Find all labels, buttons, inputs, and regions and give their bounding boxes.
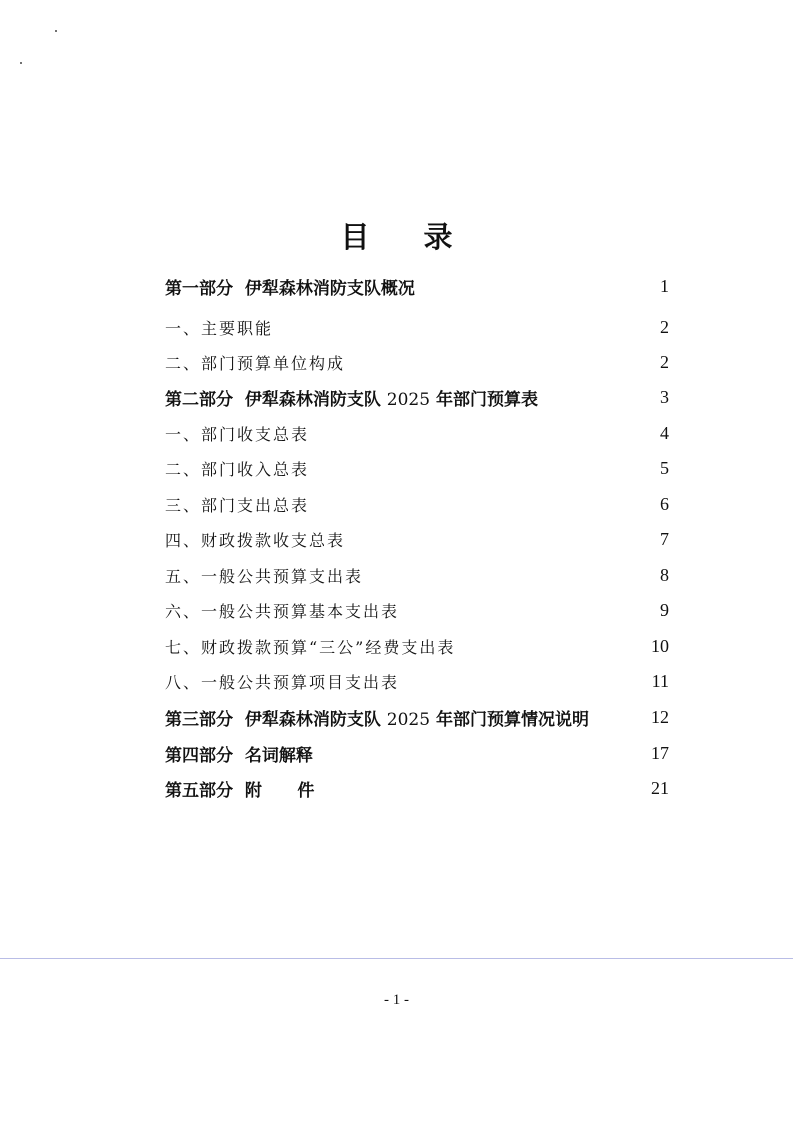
toc-entry-text: 五、一般公共预算支出表 [165, 566, 364, 586]
toc-entry[interactable] [165, 775, 669, 801]
toc-entry-page: 21 [651, 777, 669, 798]
toc-entry-text: 一、部门收支总表 [165, 424, 310, 444]
toc-entry[interactable] [165, 704, 669, 730]
toc-entry-page: 17 [651, 742, 669, 763]
toc-entry-text: 八、一般公共预算项目支出表 [165, 672, 400, 692]
toc-entry-page: 7 [660, 528, 669, 549]
toc-entry[interactable] [165, 562, 669, 588]
toc-entry-text: 第五部分 附 件 [165, 780, 315, 801]
page-number: - 1 - [384, 992, 409, 1008]
toc-entry-page: 6 [660, 493, 669, 514]
toc-entry-page: 11 [651, 670, 669, 691]
toc-entry-text: 一、主要职能 [165, 318, 274, 338]
toc-entry[interactable] [165, 491, 669, 517]
toc-entry-text: 第四部分 名词解释 [165, 745, 313, 766]
toc-entry-text: 六、一般公共预算基本支出表 [165, 601, 400, 621]
year-number: 2025 [386, 389, 431, 410]
toc-entry-page: 9 [660, 599, 669, 620]
toc-entry-text: 第一部分 伊犁森林消防支队概况 [165, 278, 415, 299]
toc-entry[interactable] [165, 597, 669, 623]
toc-entry[interactable] [165, 633, 669, 659]
toc-entry-text: 七、财政拨款预算“三公”经费支出表 [165, 637, 456, 657]
toc-entry[interactable] [165, 420, 669, 446]
toc-entry-page: 12 [651, 706, 669, 727]
toc-entry-text: 二、部门预算单位构成 [165, 353, 346, 373]
toc-entry[interactable] [165, 740, 669, 766]
toc-entry[interactable] [165, 273, 669, 299]
toc-entry[interactable] [165, 668, 669, 694]
toc-entry-text: 第二部分 伊犁森林消防支队 2025 年部门预算表 [165, 389, 538, 410]
toc-entry-page: 3 [660, 386, 669, 407]
scan-speck [20, 62, 22, 64]
toc-entry-page: 1 [660, 275, 669, 296]
footer-rule [0, 958, 793, 959]
toc-entry[interactable] [165, 384, 669, 410]
toc-entry[interactable] [165, 526, 669, 552]
toc-entry-page: 2 [660, 351, 669, 372]
page-title: 目 录 [340, 220, 475, 255]
toc-entry[interactable] [165, 455, 669, 481]
year-number: 2025 [386, 709, 431, 730]
toc-entry[interactable] [165, 314, 669, 340]
toc-entry[interactable] [165, 349, 669, 375]
toc-entry-page: 8 [660, 564, 669, 585]
toc-entry-text: 四、财政拨款收支总表 [165, 530, 346, 550]
toc-entry-text: 三、部门支出总表 [165, 495, 310, 515]
toc-entry-text: 二、部门收入总表 [165, 459, 310, 479]
toc-entry-page: 5 [660, 457, 669, 478]
toc-entry-page: 10 [651, 635, 669, 656]
scan-speck [55, 30, 57, 32]
toc-entry-page: 4 [660, 422, 669, 443]
toc-entry-page: 2 [660, 316, 669, 337]
toc-entry-text: 第三部分 伊犁森林消防支队 2025 年部门预算情况说明 [165, 709, 589, 730]
